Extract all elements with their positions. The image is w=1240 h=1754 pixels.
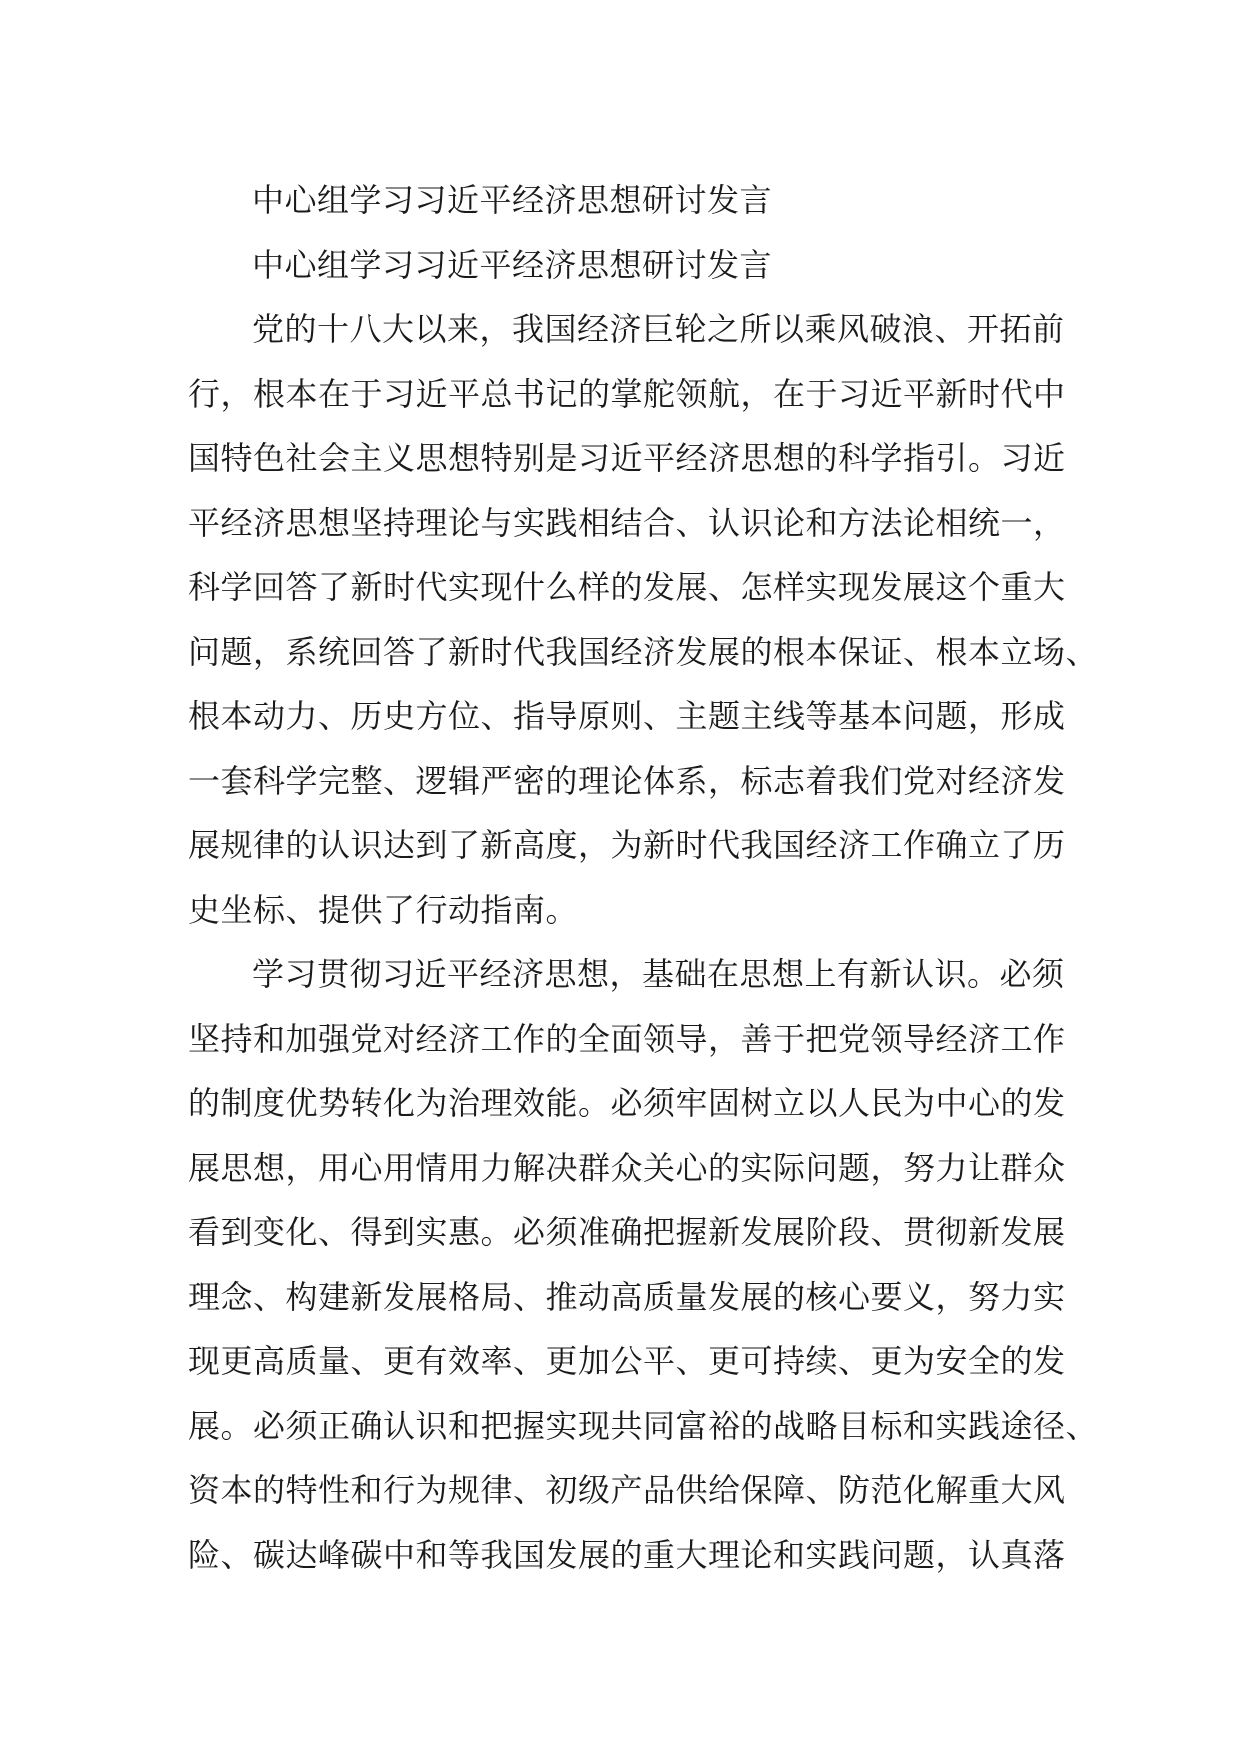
paragraph-2-line: 看到变化、得到实惠。必须准确把握新发展阶段、贯彻新发展 bbox=[188, 1213, 1066, 1251]
document-subtitle: 中心组学习习近平经济思想研讨发言 bbox=[252, 245, 773, 284]
paragraph-2-line: 险、碳达峰碳中和等我国发展的重大理论和实践问题，认真落 bbox=[188, 1535, 1066, 1574]
paragraph-1-line: 展规律的认识达到了新高度，为新时代我国经济工作确立了历 bbox=[188, 826, 1066, 864]
paragraph-1-line: 党的十八大以来，我国经济巨轮之所以乘风破浪、开拓前 bbox=[252, 310, 1065, 348]
paragraph-1-line: 史坐标、提供了行动指南。 bbox=[188, 890, 579, 929]
paragraph-1-line: 平经济思想坚持理论与实践相结合、认识论和方法论相统一， bbox=[188, 503, 1066, 542]
paragraph-2-line: 资本的特性和行为规律、初级产品供给保障、防范化解重大风 bbox=[188, 1471, 1066, 1509]
paragraph-2-line: 的制度优势转化为治理效能。必须牢固树立以人民为中心的发 bbox=[188, 1084, 1066, 1122]
paragraph-1-line: 行，根本在于习近平总书记的掌舵领航，在于习近平新时代中 bbox=[188, 374, 1066, 413]
paragraph-1-line: 问题，系统回答了新时代我国经济发展的根本保证、根本立场、 bbox=[188, 632, 1099, 671]
paragraph-2-line: 学习贯彻习近平经济思想，基础在思想上有新认识。必须 bbox=[252, 955, 1065, 993]
paragraph-2-line: 理念、构建新发展格局、推动高质量发展的核心要义，努力实 bbox=[188, 1277, 1066, 1316]
paragraph-1-line: 一套科学完整、逻辑严密的理论体系，标志着我们党对经济发 bbox=[188, 761, 1066, 800]
paragraph-1-line: 根本动力、历史方位、指导原则、主题主线等基本问题，形成 bbox=[188, 697, 1066, 735]
paragraph-1-line: 科学回答了新时代实现什么样的发展、怎样实现发展这个重大 bbox=[188, 568, 1066, 606]
document-title: 中心组学习习近平经济思想研讨发言 bbox=[252, 181, 773, 219]
paragraph-2-line: 展思想，用心用情用力解决群众关心的实际问题，努力让群众 bbox=[188, 1148, 1066, 1187]
paragraph-2-line: 坚持和加强党对经济工作的全面领导，善于把党领导经济工作 bbox=[188, 1019, 1066, 1058]
paragraph-2-line: 现更高质量、更有效率、更加公平、更可持续、更为安全的发 bbox=[188, 1342, 1066, 1380]
paragraph-2-line: 展。必须正确认识和把握实现共同富裕的战略目标和实践途径、 bbox=[188, 1406, 1099, 1445]
document-page bbox=[188, 168, 1099, 1587]
paragraph-1-line: 国特色社会主义思想特别是习近平经济思想的科学指引。习近 bbox=[188, 439, 1066, 477]
